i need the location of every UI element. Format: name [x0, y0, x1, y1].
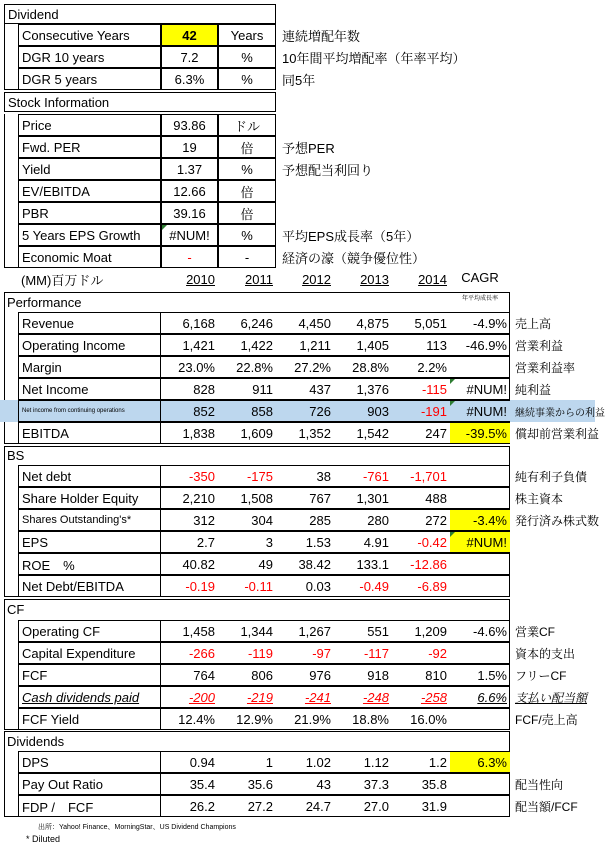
row-value: 35.4 — [161, 773, 218, 795]
row-value: 1,352 — [276, 422, 334, 444]
row-label: Net Debt/EBITDA — [18, 575, 161, 597]
row-value: 0.03 — [276, 575, 334, 597]
row-label: DGR 5 years — [18, 68, 161, 90]
cagr-value — [450, 509, 510, 531]
row-value — [161, 246, 218, 268]
row-value: 1 — [218, 751, 276, 773]
stock-row — [0, 246, 595, 268]
cagr-text: -39.5% — [465, 425, 507, 441]
row-label: FDP / FCF — [18, 795, 161, 817]
stock-row — [0, 136, 595, 158]
cagr-value — [450, 642, 510, 664]
row-note: 予想配当利回り — [282, 162, 374, 178]
row-value: 1,405 — [334, 334, 392, 356]
row-value: 1,344 — [218, 620, 276, 642]
cagr-header: CAGR — [461, 270, 499, 285]
row-label: Consecutive Years — [18, 24, 161, 46]
row-value: 12.9% — [218, 708, 276, 730]
row-label: 5 Years EPS Growth — [18, 224, 161, 246]
table-row — [0, 487, 595, 509]
row-value: -191 — [392, 400, 450, 422]
cagr-text: -46.9% — [465, 337, 507, 353]
row-value: -0.49 — [334, 575, 392, 597]
row-value: 1,211 — [276, 334, 334, 356]
row-note: 営業利益 — [515, 338, 564, 353]
row-value: -92 — [392, 642, 450, 664]
row-note — [512, 751, 595, 773]
row-value: 911 — [218, 378, 276, 400]
table-row — [0, 795, 595, 817]
row-label: Price — [18, 114, 161, 136]
row-value: 2.2% — [392, 356, 450, 378]
row-value: 1.12 — [334, 751, 392, 773]
row-value: 42 — [161, 24, 218, 46]
row-value: 5,051 — [392, 312, 450, 334]
cagr-value — [450, 487, 510, 509]
row-value: 1,508 — [218, 487, 276, 509]
row-value: 6,246 — [218, 312, 276, 334]
row-value: -97 — [276, 642, 334, 664]
row-label: Cash dividends paid — [18, 686, 161, 708]
table-row — [0, 422, 600, 444]
row-unit: - — [218, 246, 276, 268]
row-value: -6.89 — [392, 575, 450, 597]
table-row — [0, 356, 595, 378]
row-value: 133.1 — [334, 553, 392, 575]
row-label: DGR 10 years — [18, 46, 161, 68]
row-note: 発行済み株式数 — [515, 513, 600, 528]
section-title-row — [0, 292, 595, 312]
row-label: Shares Outstanding's* — [18, 509, 161, 531]
stock-row — [0, 180, 595, 202]
row-value: 1,609 — [218, 422, 276, 444]
cagr-value — [450, 312, 510, 334]
row-label: Operating CF — [18, 620, 161, 642]
row-value: 810 — [392, 664, 450, 686]
row-unit: % — [218, 224, 276, 246]
row-value: 1,267 — [276, 620, 334, 642]
row-value: 1,458 — [161, 620, 218, 642]
stock-row — [0, 202, 595, 224]
row-value: -200 — [161, 686, 218, 708]
section-title: BS — [7, 447, 25, 463]
cagr-value — [450, 708, 510, 730]
row-value: 24.7 — [276, 795, 334, 817]
row-note: 純有利子負債 — [515, 469, 588, 484]
row-label: Capital Expenditure — [18, 642, 161, 664]
section-dividend-row — [0, 4, 595, 24]
row-label: Net income from continuing operations — [18, 400, 161, 422]
row-unit: Years — [218, 24, 276, 46]
row-value: 3 — [218, 531, 276, 553]
table-row — [0, 708, 595, 730]
row-label: Net Income — [18, 378, 161, 400]
row-value: 2,210 — [161, 487, 218, 509]
row-label: Fwd. PER — [18, 136, 161, 158]
row-note: 支払い配当額 — [515, 690, 588, 705]
value-text: 12.66 — [173, 183, 206, 199]
row-value: 6.3% — [161, 68, 218, 90]
row-value: 40.82 — [161, 553, 218, 575]
row-value: 1,209 — [392, 620, 450, 642]
cagr-value — [450, 378, 510, 400]
row-value: 767 — [276, 487, 334, 509]
row-note: 10年間平均増配率（年率平均） — [282, 50, 466, 66]
row-unit: % — [218, 46, 276, 68]
section-title: CF — [7, 601, 25, 617]
row-label: FCF Yield — [18, 708, 161, 730]
year-header: 2012 — [302, 271, 331, 287]
row-value: -175 — [218, 465, 276, 487]
row-value: 764 — [161, 664, 218, 686]
row-label: DPS — [18, 751, 161, 773]
row-unit: 倍 — [218, 180, 276, 202]
row-value: 1,301 — [334, 487, 392, 509]
value-text: 1.37 — [176, 161, 203, 177]
row-label: Revenue — [18, 312, 161, 334]
row-value: 6,168 — [161, 312, 218, 334]
row-label: EPS — [18, 531, 161, 553]
cagr-text: -4.9% — [473, 315, 507, 331]
row-note: 売上高 — [515, 316, 552, 331]
row-value: 16.0% — [392, 708, 450, 730]
cagr-value — [450, 531, 510, 553]
diluted-note: * Diluted — [26, 834, 61, 844]
error-flag-icon — [162, 225, 167, 230]
row-note: 継続事業からの利益 — [515, 407, 605, 419]
year-header: 2013 — [360, 271, 389, 287]
section-title-row — [0, 446, 595, 464]
row-value: -12.86 — [392, 553, 450, 575]
section-title: Performance — [7, 294, 82, 310]
row-value: 21.9% — [276, 708, 334, 730]
cagr-value — [450, 553, 510, 575]
dividend-row — [0, 68, 595, 90]
row-label: Net debt — [18, 465, 161, 487]
year-header: 2014 — [418, 271, 447, 287]
section-title: Dividends — [7, 733, 65, 749]
row-value: 4,450 — [276, 312, 334, 334]
table-row — [0, 312, 595, 334]
row-note: 償却前営業利益 — [515, 426, 600, 441]
section-title-row — [0, 599, 595, 619]
row-note: 配当性向 — [515, 777, 564, 792]
row-value: 4.91 — [334, 531, 392, 553]
row-value: 27.2% — [276, 356, 334, 378]
cagr-value — [450, 465, 510, 487]
cagr-value — [450, 356, 510, 378]
row-value — [161, 158, 218, 180]
row-note — [512, 575, 595, 597]
row-value: 12.4% — [161, 708, 218, 730]
row-label: Pay Out Ratio — [18, 773, 161, 795]
error-flag-icon — [450, 532, 455, 537]
cagr-value — [450, 751, 510, 773]
row-value: 285 — [276, 509, 334, 531]
row-value — [161, 202, 218, 224]
unit-label: (MM)百万ドル — [21, 272, 104, 288]
row-value: 18.8% — [334, 708, 392, 730]
row-value — [161, 114, 218, 136]
cagr-value — [450, 422, 510, 444]
row-value: -258 — [392, 686, 450, 708]
row-value: 0.94 — [161, 751, 218, 773]
row-value: 38 — [276, 465, 334, 487]
table-row — [0, 575, 595, 597]
row-value: 37.3 — [334, 773, 392, 795]
value-text: 93.86 — [173, 117, 206, 133]
value-text: 39.16 — [173, 205, 206, 221]
table-row — [0, 642, 595, 664]
row-note: 平均EPS成長率（5年） — [282, 228, 420, 244]
row-value: 31.9 — [392, 795, 450, 817]
row-note — [512, 531, 595, 553]
row-unit: 倍 — [218, 136, 276, 158]
cagr-value — [450, 795, 510, 817]
row-note: 予想PER — [282, 140, 335, 156]
row-value: -219 — [218, 686, 276, 708]
row-value: 1,421 — [161, 334, 218, 356]
row-value: -0.42 — [392, 531, 450, 553]
stock-row — [0, 114, 595, 136]
row-value: -0.11 — [218, 575, 276, 597]
row-value: -761 — [334, 465, 392, 487]
row-label: Operating Income — [18, 334, 161, 356]
table-row — [0, 509, 600, 531]
row-value: 488 — [392, 487, 450, 509]
row-value: 976 — [276, 664, 334, 686]
source-note: 出所：Yahoo! Finance、MorningStar、US Dividend Champions — [38, 824, 236, 831]
row-label: Share Holder Equity — [18, 487, 161, 509]
dividend-row — [0, 46, 595, 68]
row-label: FCF — [18, 664, 161, 686]
row-note: 連続増配年数 — [282, 28, 361, 44]
section-title: Dividend — [4, 4, 276, 24]
cagr-text: -3.4% — [473, 512, 507, 528]
row-value: 28.8% — [334, 356, 392, 378]
row-label: EBITDA — [18, 422, 161, 444]
row-note — [279, 114, 539, 136]
value-text: - — [187, 249, 192, 265]
row-value: 2.7 — [161, 531, 218, 553]
row-value: 1,376 — [334, 378, 392, 400]
cagr-text: 6.6% — [477, 689, 507, 705]
cagr-text: #NUM! — [466, 534, 507, 550]
row-value: -241 — [276, 686, 334, 708]
row-note — [279, 180, 539, 202]
row-value: 7.2 — [161, 46, 218, 68]
table-row — [0, 465, 595, 487]
row-note — [279, 202, 539, 224]
row-value: 551 — [334, 620, 392, 642]
row-value: 280 — [334, 509, 392, 531]
cagr-text: 6.3% — [477, 754, 507, 770]
row-note — [512, 553, 595, 575]
row-value: 1,542 — [334, 422, 392, 444]
row-value: 27.2 — [218, 795, 276, 817]
row-note: 営業利益率 — [515, 360, 576, 375]
row-value: 1,422 — [218, 334, 276, 356]
cagr-value — [450, 773, 510, 795]
row-value: 806 — [218, 664, 276, 686]
value-text: 19 — [182, 139, 197, 155]
row-label: EV/EBITDA — [18, 180, 161, 202]
row-value: 304 — [218, 509, 276, 531]
row-value — [161, 224, 218, 246]
cagr-value — [450, 620, 510, 642]
row-value: 852 — [161, 400, 218, 422]
dividend-row — [0, 24, 595, 46]
row-value: 4,875 — [334, 312, 392, 334]
year-header: 2010 — [186, 271, 215, 287]
cagr-value — [450, 686, 510, 708]
row-value — [161, 136, 218, 158]
row-value: 27.0 — [334, 795, 392, 817]
row-label: Margin — [18, 356, 161, 378]
row-value: 247 — [392, 422, 450, 444]
error-flag-icon — [450, 379, 455, 384]
table-row — [0, 686, 595, 708]
row-unit: % — [218, 158, 276, 180]
row-note: 営業CF — [515, 624, 555, 639]
row-unit: ドル — [218, 114, 276, 136]
row-value: -0.19 — [161, 575, 218, 597]
row-value: 437 — [276, 378, 334, 400]
year-header: 2011 — [245, 271, 273, 287]
section-title-row — [0, 731, 595, 751]
row-note: 株主資本 — [515, 491, 564, 506]
row-note: FCF/売上高 — [515, 712, 578, 727]
row-label: ROE % — [18, 553, 161, 575]
row-value: 1.2 — [392, 751, 450, 773]
row-value: 903 — [334, 400, 392, 422]
cagr-text: -4.6% — [473, 623, 507, 639]
row-value: 113 — [392, 334, 450, 356]
table-header-row — [0, 268, 595, 290]
table-row — [0, 334, 595, 356]
row-value: 1.53 — [276, 531, 334, 553]
row-unit: % — [218, 68, 276, 90]
row-value: -115 — [392, 378, 450, 400]
row-value: 272 — [392, 509, 450, 531]
row-unit: 倍 — [218, 202, 276, 224]
row-value: -248 — [334, 686, 392, 708]
row-value: 43 — [276, 773, 334, 795]
row-label: Yield — [18, 158, 161, 180]
error-flag-icon — [450, 401, 455, 406]
row-value: 858 — [218, 400, 276, 422]
cagr-text: #NUM! — [466, 403, 507, 419]
row-value: 1.02 — [276, 751, 334, 773]
row-value: -266 — [161, 642, 218, 664]
table-row — [0, 531, 595, 553]
table-row — [0, 664, 595, 686]
row-value: 312 — [161, 509, 218, 531]
row-value: 35.8 — [392, 773, 450, 795]
row-value: 22.8% — [218, 356, 276, 378]
row-value: -1,701 — [392, 465, 450, 487]
row-note: 資本的支出 — [515, 646, 576, 661]
row-value: 35.6 — [218, 773, 276, 795]
row-value: -117 — [334, 642, 392, 664]
table-row — [0, 773, 595, 795]
row-label: Economic Moat — [18, 246, 161, 268]
cagr-value — [450, 575, 510, 597]
row-value: 918 — [334, 664, 392, 686]
row-value: 23.0% — [161, 356, 218, 378]
row-value: 1,838 — [161, 422, 218, 444]
row-value: 26.2 — [161, 795, 218, 817]
row-value: 828 — [161, 378, 218, 400]
row-label: PBR — [18, 202, 161, 224]
row-value: 38.42 — [276, 553, 334, 575]
cagr-note: 年平均成長率 — [461, 295, 498, 302]
row-note: 配当額/FCF — [515, 799, 578, 814]
cagr-value — [450, 400, 510, 422]
stock-row — [0, 158, 595, 180]
table-row — [0, 400, 605, 422]
row-note: 同5年 — [282, 72, 316, 88]
section-title: Stock Information — [4, 92, 276, 112]
cagr-value — [450, 334, 510, 356]
row-value: 49 — [218, 553, 276, 575]
table-row — [0, 620, 595, 642]
value-text: #NUM! — [169, 227, 210, 243]
table-row — [0, 553, 595, 575]
cagr-text: 1.5% — [477, 667, 507, 683]
row-value: -119 — [218, 642, 276, 664]
table-row — [0, 751, 595, 773]
row-note: 経済の濠（競争優位性） — [282, 250, 426, 266]
stock-row — [0, 224, 595, 246]
row-value — [161, 180, 218, 202]
row-note: 純利益 — [515, 382, 552, 397]
section-stock-row — [0, 92, 595, 112]
row-value: 726 — [276, 400, 334, 422]
row-value: -350 — [161, 465, 218, 487]
cagr-value — [450, 664, 510, 686]
cagr-text: #NUM! — [466, 381, 507, 397]
table-row — [0, 378, 595, 400]
row-note: フリーCF — [515, 668, 567, 683]
